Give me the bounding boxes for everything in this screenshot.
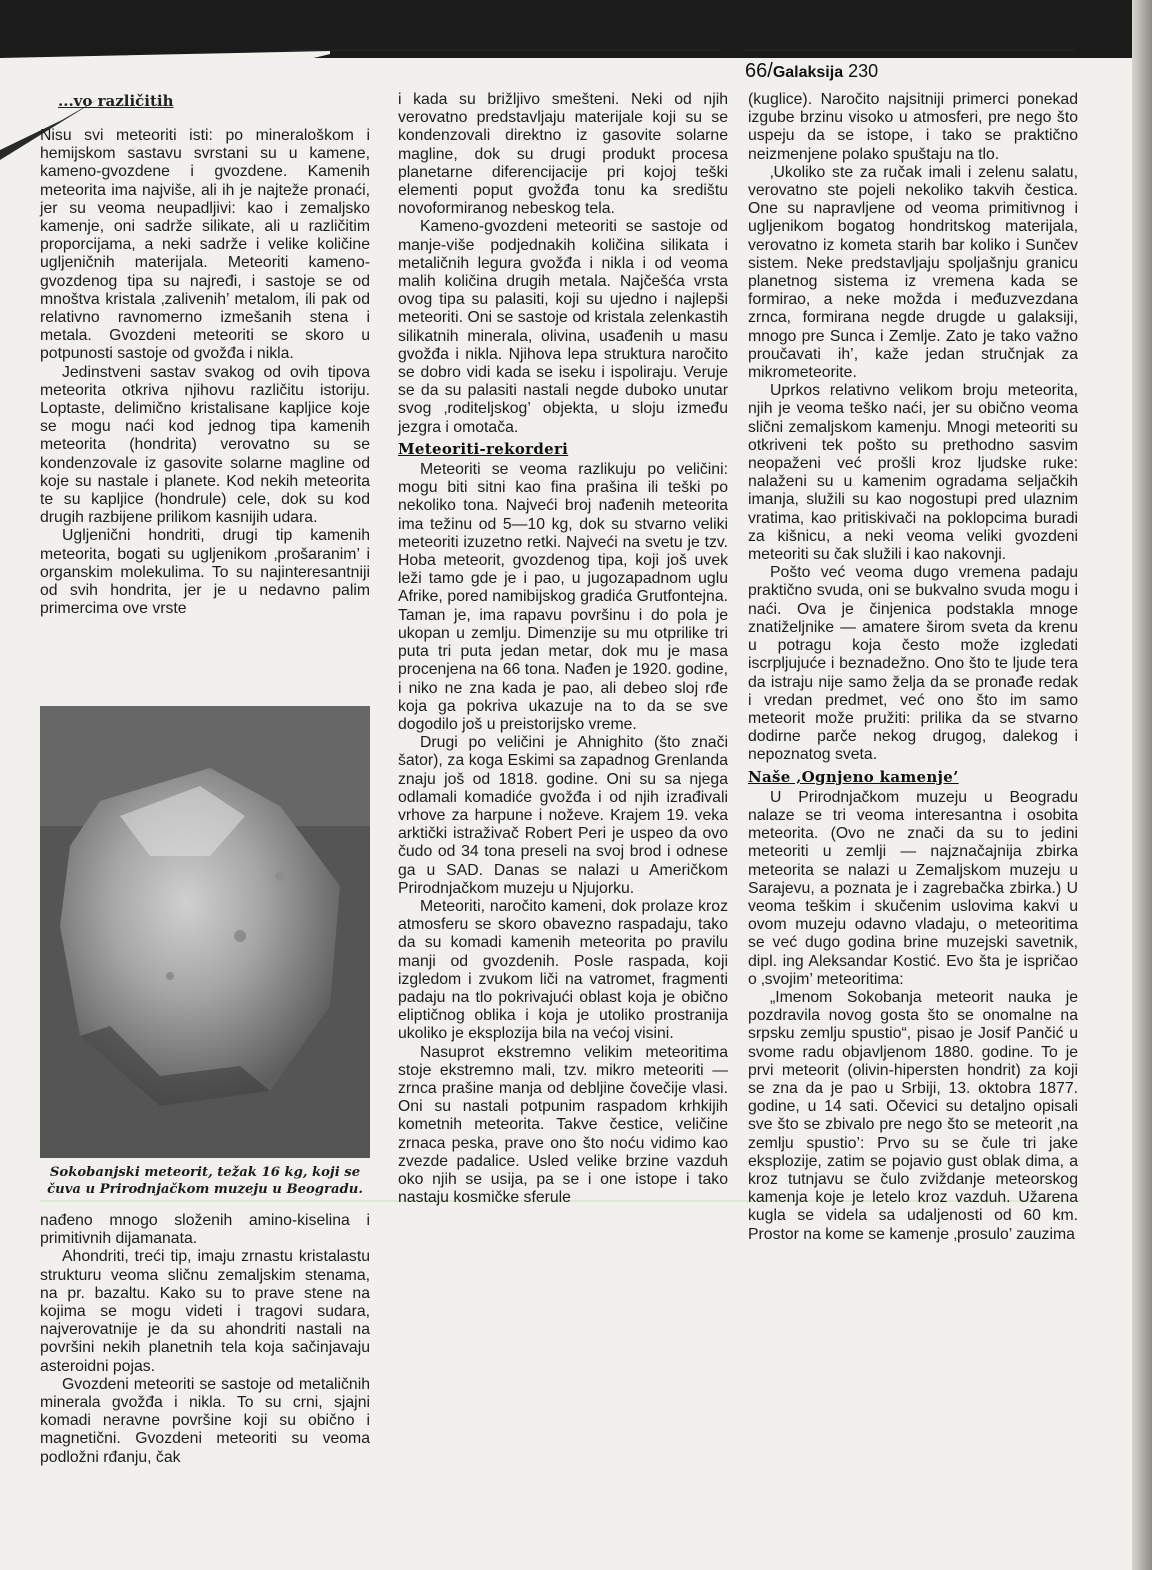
paragraph: Gvozdeni meteoriti se sastoje od metaličnih minerala gvožđa i nikla. To su crni, sjajni komadi neravne površine koji su obično i magnetični. Gvozdeni meteoriti su veoma podložni rđanju, čak	[40, 1375, 370, 1466]
paragraph: Meteoriti se veoma razlikuju po veličini: mogu biti sitni kao fina prašina ili teški po nekoliko tona. Najveći broj nađenih meteorita ima težinu od 5—10 kg, dok su stvarno veliki meteoriti izuzetno retki. Najveći na svetu je tzv. Hoba meteorit, gvozdenog tipa, koji još uvek leži tamo gde je i pao, u jugozapadnom uglu Afrike, pored namibijskog gradića Grutfontejna. Taman je, ima rapavu površinu i do pola je ukopan u zemlju. Dimenzije su mu otprilike tri puta tri puta jedan metar, dok mu je masa procenjena na 66 tona. Nađen je 1920. godine, i niko ne zna kada je pao, ali debeo sloj rđe koja ga pokriva ukazuje na to da se sve dogodilo još u preistorijsko vreme.	[398, 461, 728, 733]
paragraph: Nisu svi meteoriti isti: po mineraloškom i hemijskom sastavu svrstani su u kamene, kameno-gvozdene i gvozdene. Kamenih meteorita ima najviše, ali ih je najteže pronaći, jer su veoma neupadljivi: kao i zemaljsko kamenje, oni sadrže silikate, ali u različitim proporcijama, a neki sadrže i velike količine ugljeničnih materijala. Meteoriti kameno-gvozdenog tipa su najređi, i sastoje se od mnoštva kristala ‚zalivenih’ metalom, ili pak od relativno ravnomerno izmešanih stena i metala. Gvozdeni meteoriti se skoro u potpunosti sastoje od gvožđa i nikla.	[40, 127, 370, 363]
paragraph: Drugi po veličini je Ahnighito (što znači šator), za koga Eskimi sa zapadnog Grenlanda znaju još od 1818. godine. Oni su sa njega odlamali komadiće gvožđa i od njih izrađivali vrhove za harpune i noževe. Krajem 19. veka arktički istraživač Robert Peri je uspeo da ovo čudo od 34 tona preseli na svoj brod i odnese ga u SAD. Danas se nalazi u Američkom Prirodnjačkom muzeju u Njujorku.	[398, 734, 728, 897]
paragraph: i kada su brižljivo smešteni. Neki od njih verovatno predstavljaju materijale koji su se kondenzovali direktno iz gasovite solarne magline, dok su drugi produkt procesa planetarne diferencijacije pri kojoj teški elementi poput gvožđa tonu ka središtu novoformiranog nebeskog tela.	[398, 91, 728, 218]
photo-caption: Sokobanjski meteorit, težak 16 kg, koji se čuva u Prirodnjačkom muzeju u Beogradu.	[47, 1165, 363, 1197]
magazine-name: Galaksija	[772, 64, 844, 81]
paragraph: ‚Ukoliko ste za ručak imali i zelenu salatu, verovatno ste pojeli nekoliko takvih čestica. One su napravljene od veoma primitivnog i ugljenikom bogatog hondritskog materijala, verovatno iz kometa starih bar koliko i Sunčev sistem. Neke predstavljaju spoljašnju granicu planetnog sistema iz vremena kada se formirao, a neke možda i međuzvezdana zrnca, formirana negde drugde u galaksiji, mnogo pre Sunca i Zemlje. Zato je tako važno proučavati ih’, kaže jedan stručnjak za mikrometeorite.	[748, 163, 1078, 382]
paragraph: Uprkos relativno velikom broju meteorita, njih je veoma teško naći, jer su obično veoma slični zemaljskom kamenju. Mnogi meteoriti su otkriveni tek pošto su prethodno sasvim neopaženi već prošli kroz ljudske ruke: nalaženi su u kamenim ogradama seljačkih imanja, služili su kao nogostupi pred ulaznim vratima, kao pritiskivači na poklopcima buradi za kišnicu, a neki veoma veliki gvozdeni meteoriti su čak služili i kao nakovnji.	[748, 382, 1078, 564]
paragraph: Jedinstveni sastav svakog od ovih tipova meteorita otkriva njihovu različitu istoriju. Loptaste, delimično kristalisane kapljice koje se mogu naći kod jednog tipa kamenih meteorita (hondrita) verovatno su se kondenzovale iz gasovite solarne magline od koje su nastale i planete. Kod nekih meteorita te su kapljice (hondrule) cele, dok su kod drugih razbijene prilikom kasnijih udara.	[40, 363, 370, 527]
column-3	[748, 91, 1078, 1244]
issue-number: 230	[848, 61, 879, 81]
column-2	[398, 91, 728, 1207]
page-header	[745, 60, 878, 83]
top-rule-right	[745, 49, 1075, 51]
paragraph: Pošto već veoma dugo vremena padaju praktično svuda, oni se bukvalno svuda mogu i naći. Ova je činjenica podstakla mnoge znatiželjnike — amatere širom sveta da krenu u potragu koja često može izgledati iscrpljujuće i beznadežno. Ono što te ljude tera da istraju nije samo želja da se pronađe redak i vredan predmet, već ono što im samo meteorit može pružiti: prilika da se stvarno dodirne parče nekog drugog, dalekog i nepoznatog sveta.	[748, 564, 1078, 764]
column-1-top	[40, 127, 370, 618]
meteorite-photo	[40, 706, 370, 1158]
meteorite-shape	[40, 706, 370, 1158]
paragraph: Kameno-gvozdeni meteoriti se sastoje od manje-više podjednakih količina silikata i metaličnih legura gvožđa i nikla i od veoma malih količina drugih metala. Najčešća vrsta ovog tipa su palasiti, koji su ujedno i najlepši meteoriti. Oni se sastoje od kristala zelenkastih silikatnih minerala, olivina, usađenih u masu gvožđa i nikla. Njihova lepa struktura naročito se dobro vidi kada se iseku i ispoliraju. Veruje se da su palasiti nastali negde duboko unutar svog ‚roditeljskog’ objekta, u sloju između jezgra i omotača.	[398, 218, 728, 436]
paragraph: Meteoriti, naročito kameni, dok prolaze kroz atmosferu se skoro obavezno raspadaju, tako da su komadi kamenih meteorita po pravilu manji od gvozdenih. Posle raspada, koji izgledom i zvukom liči na vatromet, fragmenti padaju na tlo pokrivajući oblast koja je obično eliptičnog oblika i koja je utoliko prostranija ukoliko je eksplozija bila na većoj visini.	[398, 897, 728, 1043]
top-rule-left	[290, 49, 720, 51]
paragraph: Nasuprot ekstremno velikim meteoritima stoje ekstremno mali, tzv. mikro meteoriti — zrnca prašine manja od debljine čovečije vlasi. Oni su nastali potpunim raspadom krhkijih kometnih meteorita. Takve čestice, veličine zrnaca peska, prave ono što noću vidimo kao zvezde padalice. Usled velike brzine vazduh oko njih se usija, pa se i one istope i tako nastaju kosmičke sferule	[398, 1043, 728, 1207]
section-heading-types: ...vo različitih	[58, 92, 174, 110]
page-edge-shadow	[1132, 0, 1152, 1570]
column-1-bottom	[40, 1212, 370, 1467]
paragraph: nađeno mnogo složenih amino-kiselina i primitivnih dijamanata.	[40, 1212, 370, 1248]
page-number: 66/	[745, 60, 773, 82]
paragraph: (kuglice). Naročito najsitniji primerci ponekad izgube brzinu visoko u atmosferi, pre nego što uspeju da se istope, i tako se praktično neizmenjene polako spuštaju na tlo.	[748, 91, 1078, 163]
paragraph: Ugljenični hondriti, drugi tip kamenih meteorita, bogati su ugljenikom ‚prošaranim’ i organskim molekulima. To su najinteresantniji od svih hondrita, jer je u nedavno palim primercima ove vrste	[40, 527, 370, 618]
section-heading-records: Meteoriti-rekorderi	[398, 439, 569, 458]
paragraph: „Imenom Sokobanja meteorit nauka je pozdravila novog gosta što se onomalne na srpsku zemlju spustio“, pisao je Josif Pančić u svome radu objavljenom 1880. godine. To je prvi meteorit (olivin-hipersten hondrit) za koji se zna da je pao u Srbiji, 13. oktobra 1877. godine, u 14 sati. Očevici su detaljno opisali sve što se zbivalo pre nego što se meteorit ‚na zemlju spustio’: Prvo su se čule tri jake eksplozije, zatim se pojavio gust oblak dima, a kroz tutnjavu se čulo zviždanje meteorskog kamenja koje je letelo kroz vazduh. Užarena kugla se videla sa udaljenosti od 60 km. Prostor na kome se kamenje ‚prosulo’ zauzima	[748, 988, 1078, 1243]
paragraph: Ahondriti, treći tip, imaju zrnastu kristalastu strukturu veoma sličnu zemaljskim stenama, na pr. bazaltu. Kako su to prave stene na kojima se mogu videti i tragovi sudara, najverovatnije je da su ahondriti nastali na površini nekih planetnih tela koja sačinjavaju asteroidni pojas.	[40, 1248, 370, 1375]
section-heading-our-stones: Naše ‚Ognjeno kamenje’	[748, 767, 959, 786]
paragraph: U Prirodnjačkom muzeju u Beogradu nalaze se tri veoma interesantna i osobita meteorita. (Ovo ne znači da su to jedini meteoriti u zemlji — najznačajnija zbirka meteorita se nalazi u Zemaljskom muzeju u Sarajevu, a poznata je i zagrebačka zbirka.) U veoma teškim i skučenim uslovima kakvi u ovom muzeju odavno vladaju, o meteoritima se već dugo godina brine muzejski savetnik, dipl. ing Aleksandar Kostić. Evo šta je ispričao o ‚svojim’ meteoritima:	[748, 788, 1078, 988]
